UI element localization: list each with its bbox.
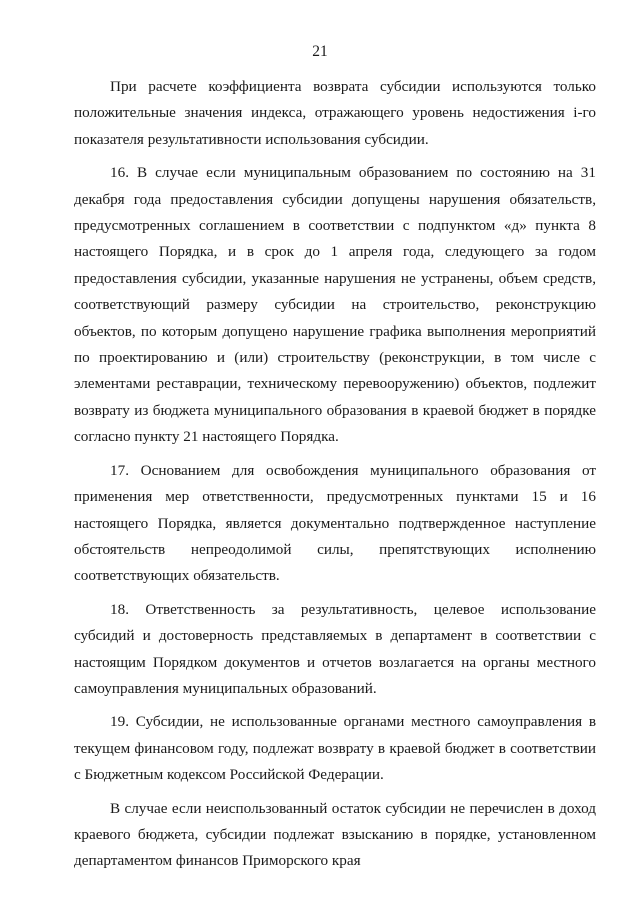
page-number: 21 — [312, 43, 328, 60]
document-body — [74, 74, 596, 875]
paragraph-unused-balance: В случае если неиспользованный остаток субсидии не перечислен в доход краевого бюджета, субсидии подлежат взысканию в порядке, установленном департаментом финансов Приморского края — [74, 799, 596, 870]
paragraph-return-coefficient: При расчете коэффициента возврата субсидии используются только положительные значения индекса, отражающего уровень недостижения i-го показателя результативности использования субсидии. — [74, 78, 596, 148]
paragraph-16: 16. В случае если муниципальным образованием по состоянию на 31 декабря года предоставления субсидии допущены нарушения обязательств, предусмотренных соглашением в соответствии с подпунктом «д» пункта 8 настоящего Порядка, и в срок до 1 апреля года, следующего за годом предоставления субсидии, указанные нарушения не устранены, объем средств, соответствующий размеру субсидии на строительство, реконструкцию объектов, по которым допущено нарушение графика выполнения мероприятий по проектированию и (или) строительству (реконструкции, в том числе с элементами реставрации, техническому перевооружению) объектов, подлежит возврату из бюджета муниципального образования в краевой бюджет в порядке согласно пункту 21 настоящего Порядка. — [74, 164, 596, 446]
paragraph-17: 17. Основанием для освобождения муниципального образования от применения мер ответственности, предусмотренных пунктами 15 и 16 настоящего Порядка, является документально подтвержденное наступление обстоятельств непреодолимой силы, препятствующих исполнению соответствующих обязательств. — [74, 461, 596, 585]
paragraph-19: 19. Субсидии, не использованные органами местного самоуправления в текущем финансовом году, подлежат возврату в краевой бюджет в соответствии с Бюджетным кодексом Российской Федерации. — [74, 713, 596, 784]
paragraph-18: 18. Ответственность за результативность, целевое использование субсидий и достоверность представляемых в департамент в соответствии с настоящим Порядком документов и отчетов возлагается на органы местного самоуправления муниципальных образований. — [74, 600, 596, 697]
